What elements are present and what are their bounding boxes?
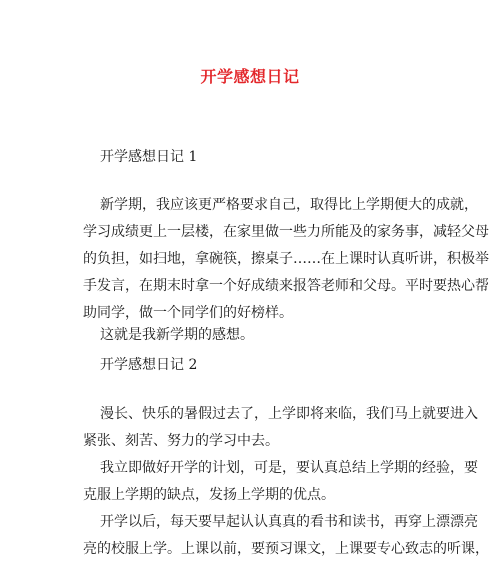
paragraph-line: 这就是我新学期的感想。 bbox=[100, 327, 254, 343]
document-title: 开学感想日记 bbox=[200, 67, 300, 86]
paragraph-line: 紧张、刻苦、努力的学习中去。 bbox=[83, 433, 279, 449]
section-heading-2: 开学感想日记 2 bbox=[100, 357, 198, 373]
paragraph-line: 亮的校服上学。上课以前，要预习课文，上课要专心致志的听课， bbox=[83, 541, 489, 557]
paragraph-line: 手发言，在期末时拿一个好成绩来报答老师和父母。平时要热心帮 bbox=[83, 278, 489, 294]
paragraph-line: 漫长、快乐的暑假过去了，上学即将来临，我们马上就要进入 bbox=[100, 406, 478, 422]
paragraph-line: 新学期，我应该更严格要求自己，取得比上学期便大的成就， bbox=[100, 197, 478, 213]
paragraph-line: 我立即做好开学的计划，可是，要认真总结上学期的经验，要 bbox=[100, 460, 478, 476]
paragraph-2-2 bbox=[83, 455, 478, 509]
paragraph-line: 克服上学期的缺点，发扬上学期的优点。 bbox=[83, 487, 335, 503]
paragraph-1-1 bbox=[83, 192, 489, 327]
paragraph-line: 的负担，如扫地，拿碗筷，擦桌子……在上课时认真听讲，积极举 bbox=[83, 251, 489, 267]
paragraph-line: 开学以后，每天要早起认认真真的看书和读书，再穿上漂漂亮 bbox=[100, 514, 478, 530]
section-heading-1: 开学感想日记 1 bbox=[100, 149, 198, 165]
paragraph-1-2 bbox=[83, 322, 421, 349]
paragraph-2-1 bbox=[83, 401, 478, 455]
paragraph-line: 学习成绩更上一层楼，在家里做一些力所能及的家务事，减轻父母 bbox=[83, 224, 489, 240]
paragraph-line: 助同学，做一个同学们的好榜样。 bbox=[83, 305, 293, 321]
paragraph-2-3 bbox=[83, 509, 489, 563]
